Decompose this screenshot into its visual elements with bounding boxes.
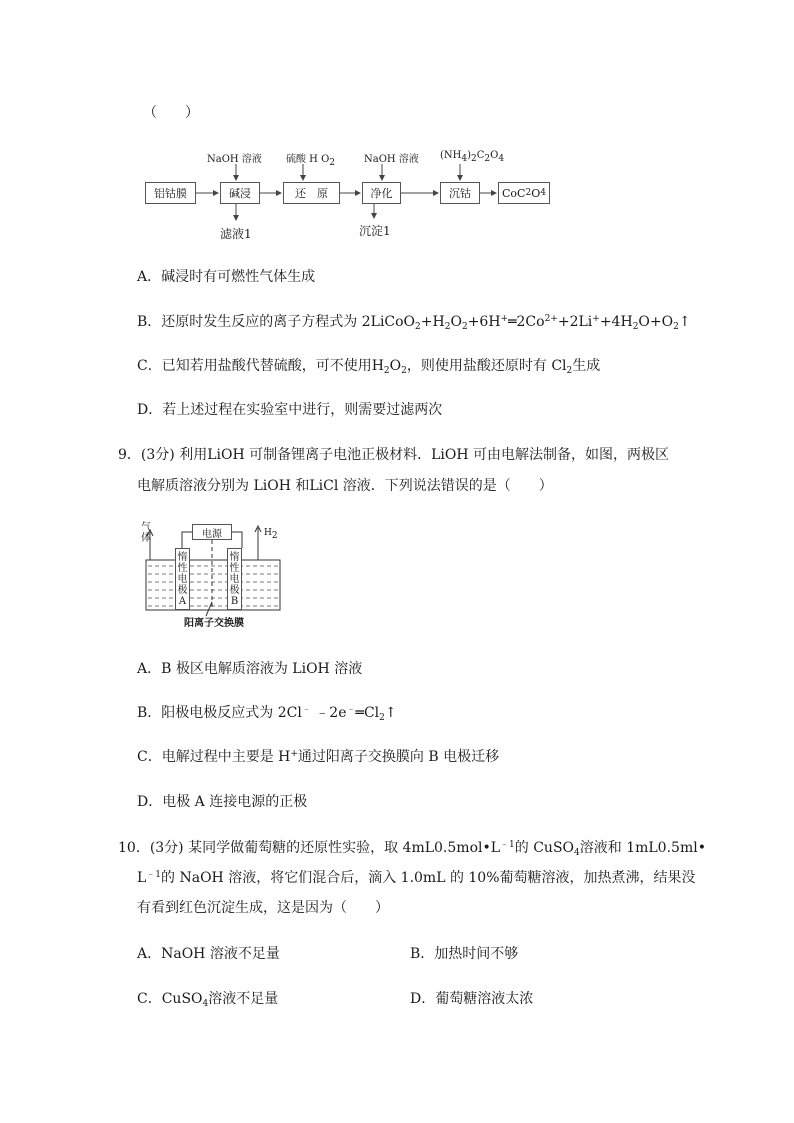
q9-option-a[interactable]: A．B 极区电解质溶液为 LiOH 溶液	[137, 661, 363, 677]
inert-electrode-b: 惰 性 电 极 B	[227, 548, 242, 610]
gas-label: 气体	[141, 522, 151, 544]
output-precipitate-1: 沉淀1	[359, 224, 391, 238]
power-supply: 电源	[192, 524, 232, 540]
q9-option-d[interactable]: D．电极 A 连接电源的正极	[137, 794, 308, 810]
q10-option-c[interactable]: C．CuSO$_4$溶液不足量	[137, 991, 279, 1009]
q9-stem-line-1: 9．(3分) 利用LiOH 可制备锂离子电池正极材料．LiOH 可由电解法制备，如图，两极区	[118, 447, 670, 463]
flow-box-al-co-film: 铝钴膜	[145, 182, 196, 204]
q10-option-b[interactable]: B．加热时间不够	[410, 946, 519, 962]
inert-electrode-a: 惰 性 电 极 A	[175, 548, 190, 610]
flow-box-product: CoC 2 O 4	[498, 182, 550, 204]
flow-box-co-precipitation: 沉钴	[440, 182, 480, 204]
reagent-naoh-1: NaOH 溶液	[207, 154, 262, 165]
q9-electrolysis-diagram	[140, 518, 290, 630]
q8-answer-bracket: （ ）	[143, 105, 199, 121]
flow-arrows	[0, 0, 794, 260]
h2-label: $H_2$	[264, 528, 278, 541]
reagent-acid-h2o2: 硫酸 H $O_2$	[286, 154, 336, 168]
q9-option-b[interactable]: B．阳极电极反应式为 2Cl﹣ $﹣2e^﹣═Cl_2↑$	[137, 705, 397, 723]
q8-option-c[interactable]: C．已知若用盐酸代替硫酸，可不使用$H_2O_2$，则使用盐酸还原时有 $Cl_2$生成	[137, 358, 601, 376]
q10-stem-line-2: $L^{﹣1}$的 NaOH 溶液，将它们混合后，滴入 1.0mL 的 10%葡萄糖溶液，加热煮沸，结果没	[137, 870, 696, 886]
q10-option-a[interactable]: A．NaOH 溶液不足量	[137, 946, 280, 962]
flow-box-reduction: 还 原	[283, 182, 340, 204]
reagent-ammonium-oxalate: $(NH_4)_2C_2O_4$	[440, 150, 505, 164]
q10-stem-line-1: 10．(3分) 某同学做葡萄糖的还原性实验，取 $4mL0.5mol•L^{﹣1}$的 CuSO$_4$溶液和 1mL0.5ml•	[118, 840, 706, 858]
q10-option-d[interactable]: D．葡萄糖溶液太浓	[410, 991, 534, 1007]
flow-box-alkali-leach: 碱浸	[220, 182, 260, 204]
q9-option-c[interactable]: C．电解过程中主要是 H+通过阳离子交换膜向 B 电极迁移	[137, 749, 500, 765]
flow-box-purification: 净化	[362, 182, 401, 204]
cation-exchange-membrane-label: 阳离子交换膜	[184, 618, 244, 629]
q8-option-d[interactable]: D．若上述过程在实验室中进行，则需要过滤两次	[137, 402, 443, 418]
q10-stem-line-3: 有看到红色沉淀生成，这是因为（ ）	[137, 900, 389, 916]
reagent-naoh-2: NaOH 溶液	[364, 154, 419, 165]
q9-stem-line-2: 电解质溶液分别为 LiOH 和LiCl 溶液．下列说法错误的是（ ）	[137, 478, 553, 494]
q8-option-a[interactable]: A．碱浸时有可燃性气体生成	[137, 269, 316, 285]
output-filtrate-1: 滤液1	[220, 227, 252, 241]
q8-option-b[interactable]: B．还原时发生反应的离子方程式为 $2LiCoO_2+H_2O_2+6H^+═2Co^{2+}+2Li^++4H_2O+O_2↑$	[137, 314, 691, 332]
